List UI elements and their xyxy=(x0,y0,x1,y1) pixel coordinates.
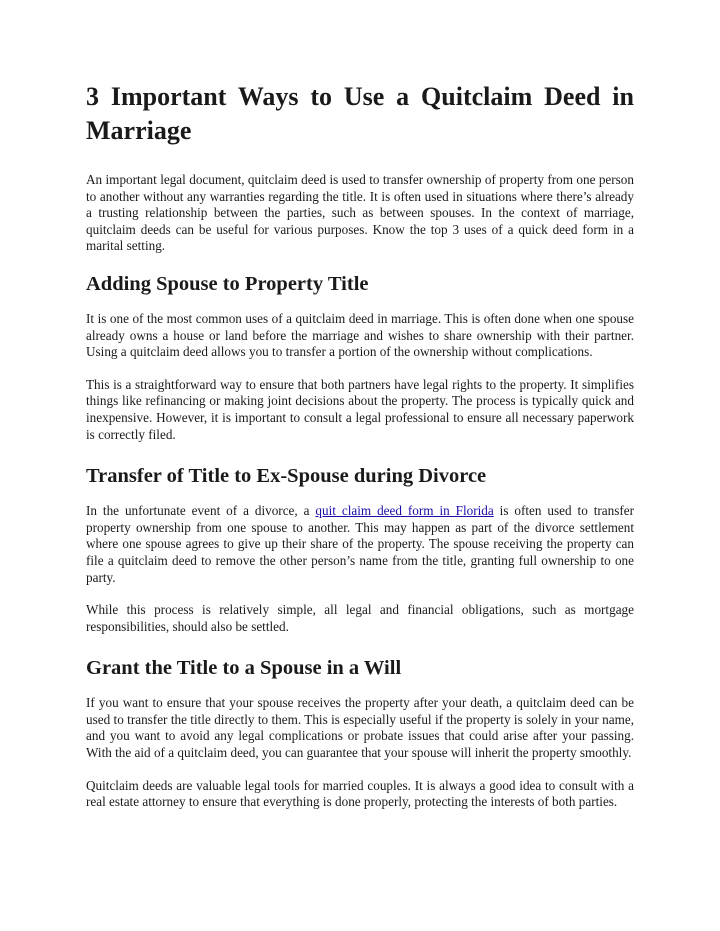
florida-quitclaim-form-link[interactable]: quit claim deed form in Florida xyxy=(315,503,494,519)
section-heading-divorce-transfer: Transfer of Title to Ex-Spouse during Divorce xyxy=(86,465,487,488)
document-page xyxy=(86,80,634,827)
section-adding-spouse-paragraph-1: It is one of the most common uses of a quitclaim deed in marriage. This is often done when one spouse already owns a house or land before the marriage and wishes to share ownership with their partner. Using a quitclaim deed allows you to transfer a portion of the ownership without complications. xyxy=(86,310,634,360)
divorce-paragraph-lead: In the unfortunate event of a divorce, a xyxy=(86,503,316,519)
section-divorce-paragraph-1 xyxy=(86,503,634,586)
section-heading-adding-spouse: Adding Spouse to Property Title xyxy=(86,272,369,295)
divorce-paragraph-rest: is often used to transfer property ownership from one spouse to another. This may happen as part of the divorce settlement where one spouse agrees to give up their share of the property. The spouse receiving the property can file a quitclaim deed to remove the other person’s name from the title, granting full ownership to one party. xyxy=(86,503,634,585)
section-heading-will: Grant the Title to a Spouse in a Will xyxy=(86,657,402,680)
section-adding-spouse-paragraph-2: This is a straightforward way to ensure that both partners have legal rights to the property. It simplifies things like refinancing or making joint decisions about the property. The process is typically quick and inexpensive. However, it is important to consult a legal professional to ensure all necessary paperwork is correctly filed. xyxy=(86,376,634,442)
section-divorce-paragraph-2: While this process is relatively simple, all legal and financial obligations, such as mortgage responsibilities, should also be settled. xyxy=(86,602,634,634)
section-will-paragraph-2: Quitclaim deeds are valuable legal tools for married couples. It is always a good idea to consult with a real estate attorney to ensure that everything is done properly, protecting the interests of both parties. xyxy=(86,777,634,810)
intro-paragraph: An important legal document, quitclaim deed is used to transfer ownership of property from one person to another without any warranties regarding the title. It is often used in situations where there’s already a trusting relationship between the parties, such as between spouses. In the context of marriage, quitclaim deeds can be useful for various purposes. Know the top 3 uses of a quick deed form in a marital setting. xyxy=(86,172,634,254)
section-will-paragraph-1: If you want to ensure that your spouse receives the property after your death, a quitclaim deed can be used to transfer the title directly to them. This is especially useful if the property is solely in your name, and you want to avoid any legal complications or probate issues that could arise after your passing. With the aid of a quitclaim deed, you can guarantee that your spouse will inherit the property smoothly. xyxy=(86,695,634,761)
document-title: 3 Important Ways to Use a Quitclaim Deed in Marriage xyxy=(86,82,634,145)
